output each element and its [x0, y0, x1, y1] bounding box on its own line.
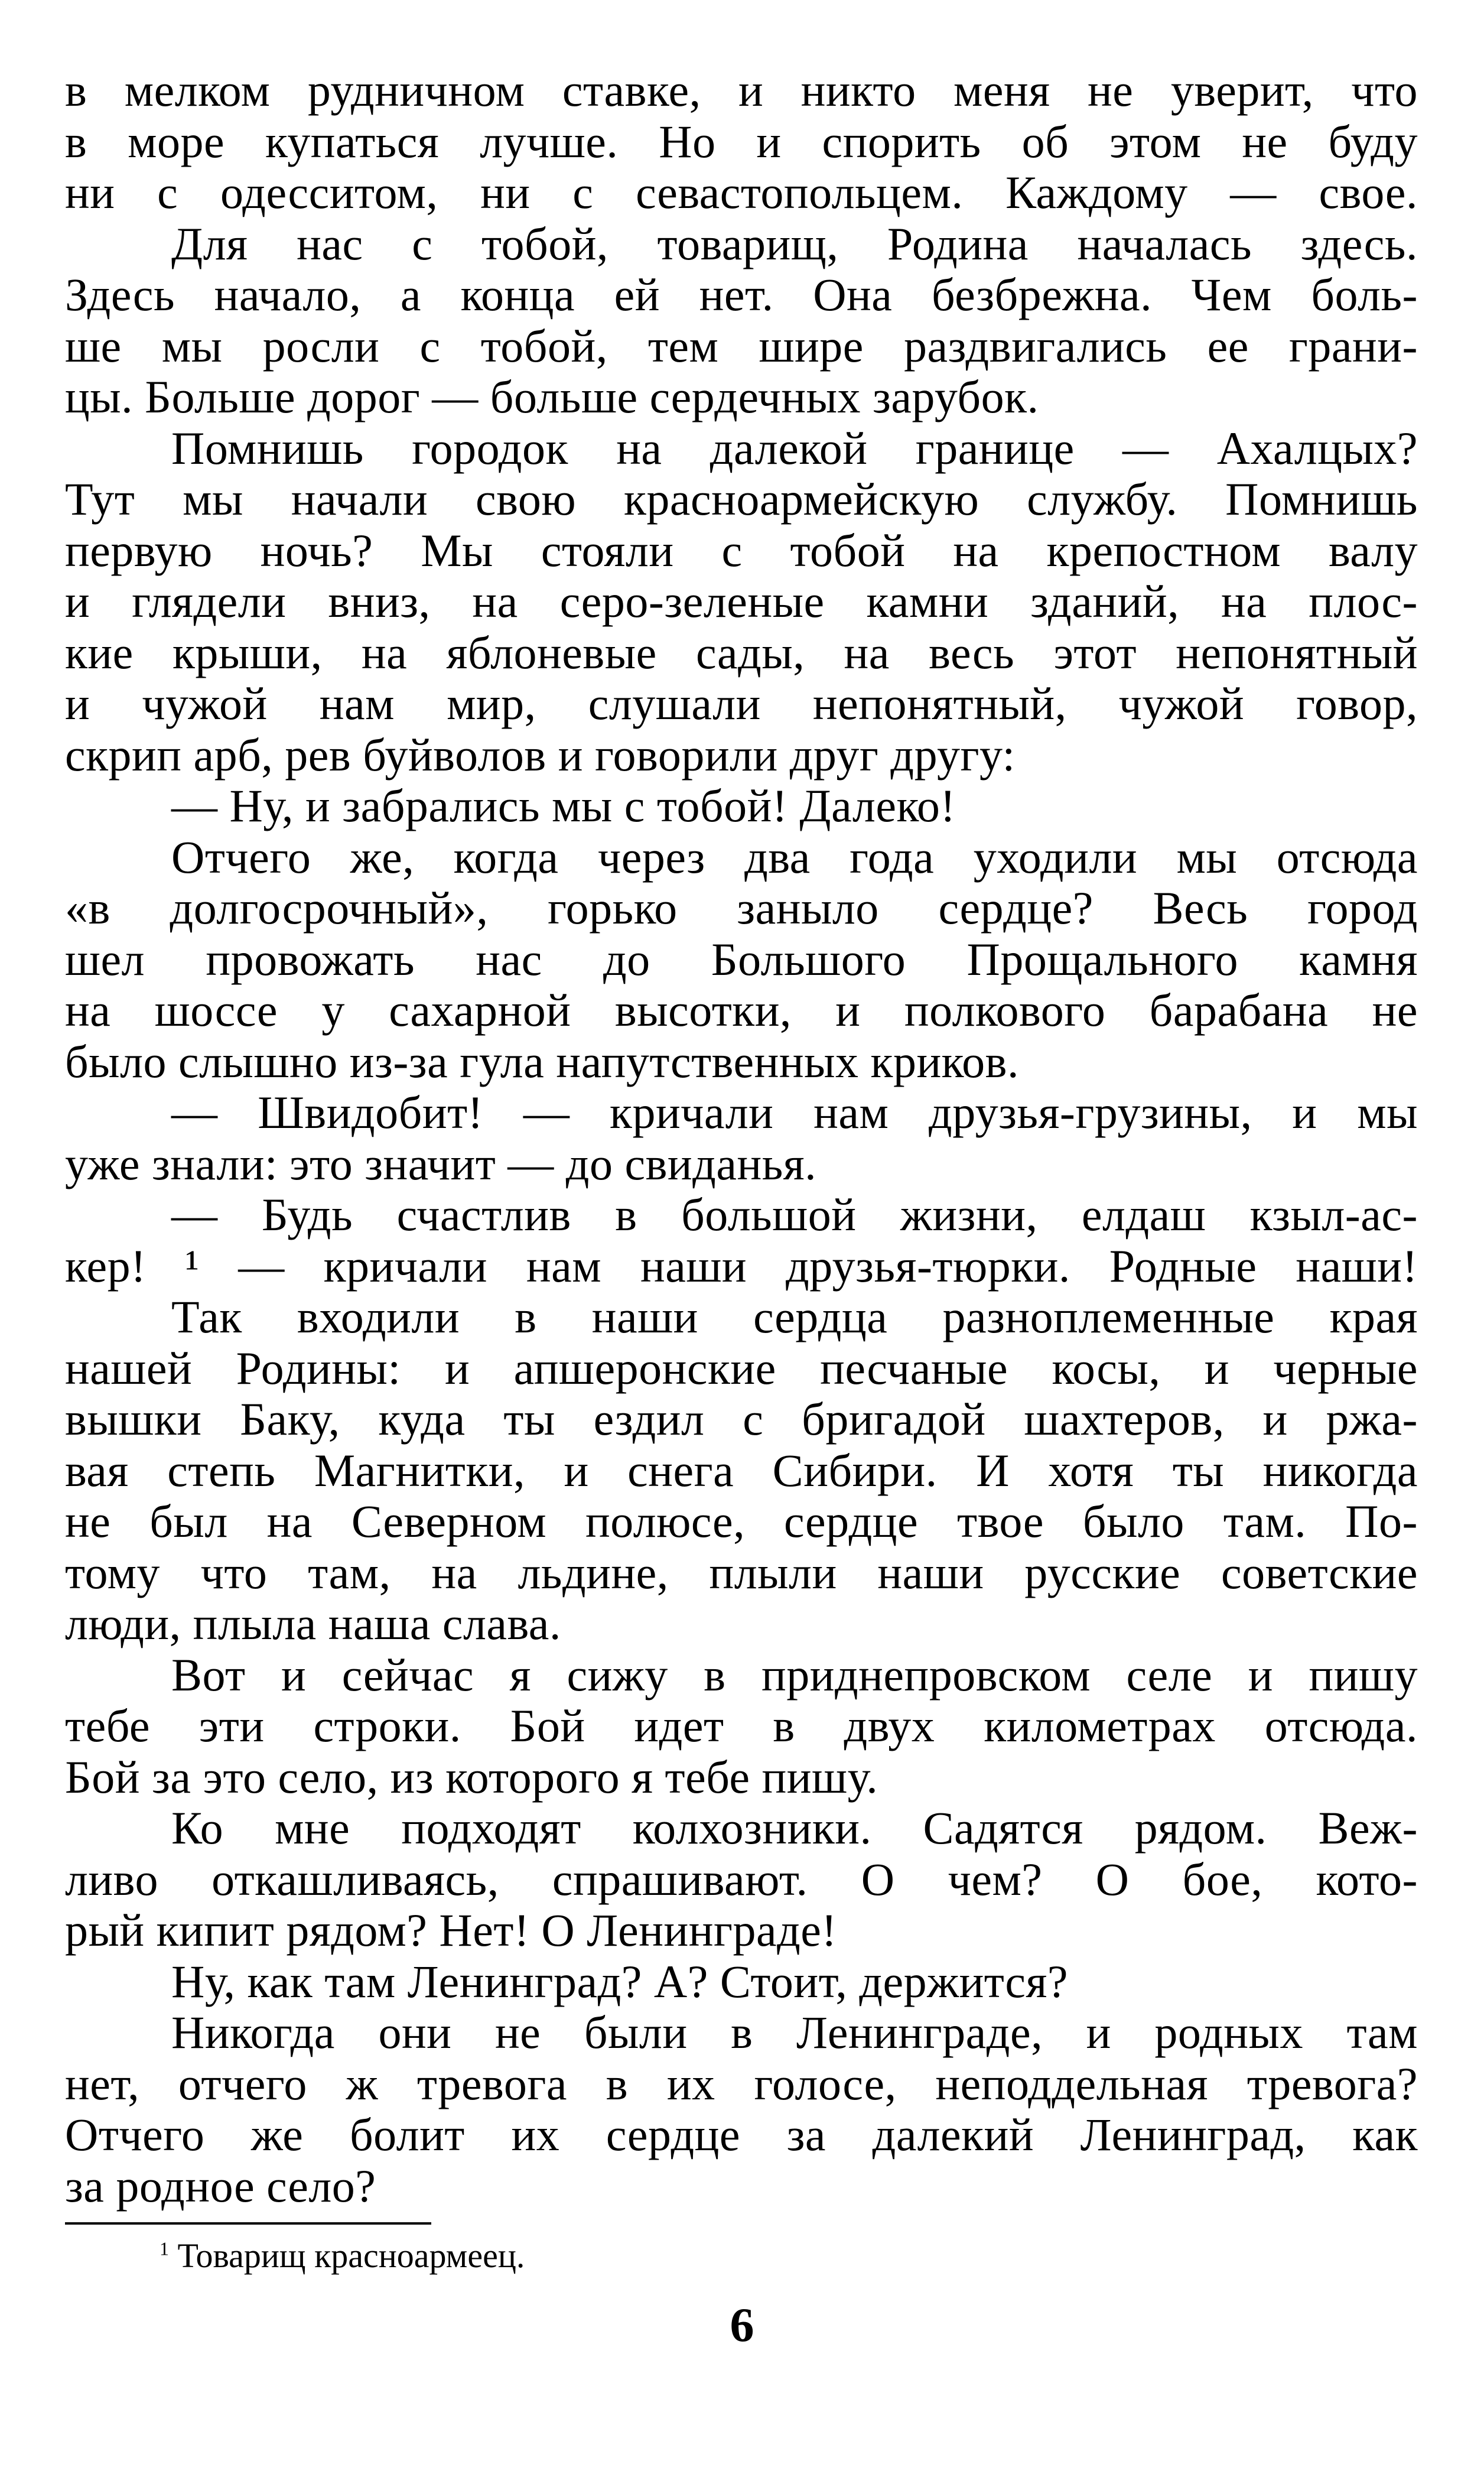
text-line: было слышно из-за гула напутственных криков.	[65, 1036, 1019, 1087]
text-line: Никогда они не были в Ленинграде, и родных там	[171, 2007, 1418, 2058]
footnote	[65, 2235, 1418, 2277]
text-line: — Будь счастлив в большой жизни, елдаш кзыл-ас-	[171, 1189, 1418, 1240]
text-line: первую ночь? Мы стояли с тобой на крепостном валу	[65, 525, 1418, 576]
text-column	[65, 65, 1418, 2212]
text-line: уже знали: это значит — до свиданья.	[65, 1138, 817, 1189]
text-line: — Ну, и забрались мы с тобой! Далеко!	[171, 781, 956, 831]
text-line: вышки Баку, куда ты ездил с бригадой шахтеров, и ржа-	[65, 1394, 1418, 1445]
text-line: шел провожать нас до Большого Прощального камня	[65, 934, 1418, 985]
text-line: и чужой нам мир, слушали непонятный, чужой говор,	[65, 678, 1418, 729]
text-line: цы. Больше дорог — больше сердечных зарубок.	[65, 372, 1039, 422]
text-line: нашей Родины: и апшеронские песчаные косы, и черные	[65, 1342, 1418, 1394]
text-line: ни с одесситом, ни с севастопольцем. Каждому — свое.	[65, 167, 1418, 218]
text-line: Бой за это село, из которого я тебе пишу.	[65, 1751, 878, 1803]
text-line: Отчего же болит их сердце за далекий Ленинград, как	[65, 2109, 1418, 2160]
text-line: в мелком рудничном ставке, и никто меня не уверит, что	[65, 65, 1418, 116]
text-line: кер! ¹ — кричали нам наши друзья-тюрки. Родные наши!	[65, 1240, 1418, 1292]
text-line: ливо откашливаясь, спрашивают. О чем? О бое, кото-	[65, 1854, 1418, 1905]
text-line: не был на Северном полюсе, сердце твое было там. По-	[65, 1496, 1418, 1547]
text-line: за родное село?	[65, 2160, 376, 2212]
text-line: Отчего же, когда через два года уходили мы отсюда	[171, 831, 1418, 883]
footnote-marker: 1	[160, 2238, 169, 2259]
page-number: 6	[730, 2298, 754, 2352]
text-line: — Швидобит! — кричали нам друзья-грузины, и мы	[171, 1087, 1418, 1138]
text-line: рый кипит рядом? Нет! О Ленинграде!	[65, 1905, 837, 1956]
text-line: Ко мне подходят колхозники. Садятся рядом. Веж-	[171, 1803, 1418, 1854]
text-line: тебе эти строки. Бой идет в двух километрах отсюда.	[65, 1701, 1418, 1751]
text-line: люди, плыла наша слава.	[65, 1598, 561, 1649]
text-line: ше мы росли с тобой, тем шире раздвигались ее грани-	[65, 320, 1418, 372]
text-line: нет, отчего ж тревога в их голосе, неподдельная тревога?	[65, 2058, 1418, 2109]
text-line: вая степь Магнитки, и снега Сибири. И хотя ты никогда	[65, 1445, 1418, 1496]
text-line: Помнишь городок на далекой границе — Ахалцых?	[171, 422, 1418, 474]
text-line: Для нас с тобой, товарищ, Родина началась здесь.	[171, 218, 1418, 269]
page-body	[65, 65, 1418, 2277]
text-line: Тут мы начали свою красноармейскую службу. Помнишь	[65, 474, 1418, 525]
footnote-text: Товарищ красноармеец.	[177, 2236, 525, 2275]
text-line: и глядели вниз, на серо-зеленые камни зданий, на плос-	[65, 576, 1418, 627]
text-line: Здесь начало, а конца ей нет. Она безбрежна. Чем боль-	[65, 269, 1418, 320]
text-line: Ну, как там Ленинград? А? Стоит, держится?	[171, 1956, 1068, 2007]
text-line: кие крыши, на яблоневые сады, на весь этот непонятный	[65, 627, 1418, 678]
text-line: Вот и сейчас я сижу в приднепровском селе и пишу	[171, 1649, 1418, 1701]
text-line: на шоссе у сахарной высотки, и полкового барабана не	[65, 985, 1418, 1036]
text-line: Так входили в наши сердца разноплеменные края	[171, 1292, 1418, 1342]
text-line: тому что там, на льдине, плыли наши русские советские	[65, 1547, 1418, 1598]
footnote-rule	[65, 2222, 431, 2225]
text-line: «в долгосрочный», горько заныло сердце? Весь город	[65, 883, 1418, 934]
text-line: в море купаться лучше. Но и спорить об этом не буду	[65, 116, 1418, 167]
text-line: скрип арб, рев буйволов и говорили друг другу:	[65, 729, 1016, 781]
